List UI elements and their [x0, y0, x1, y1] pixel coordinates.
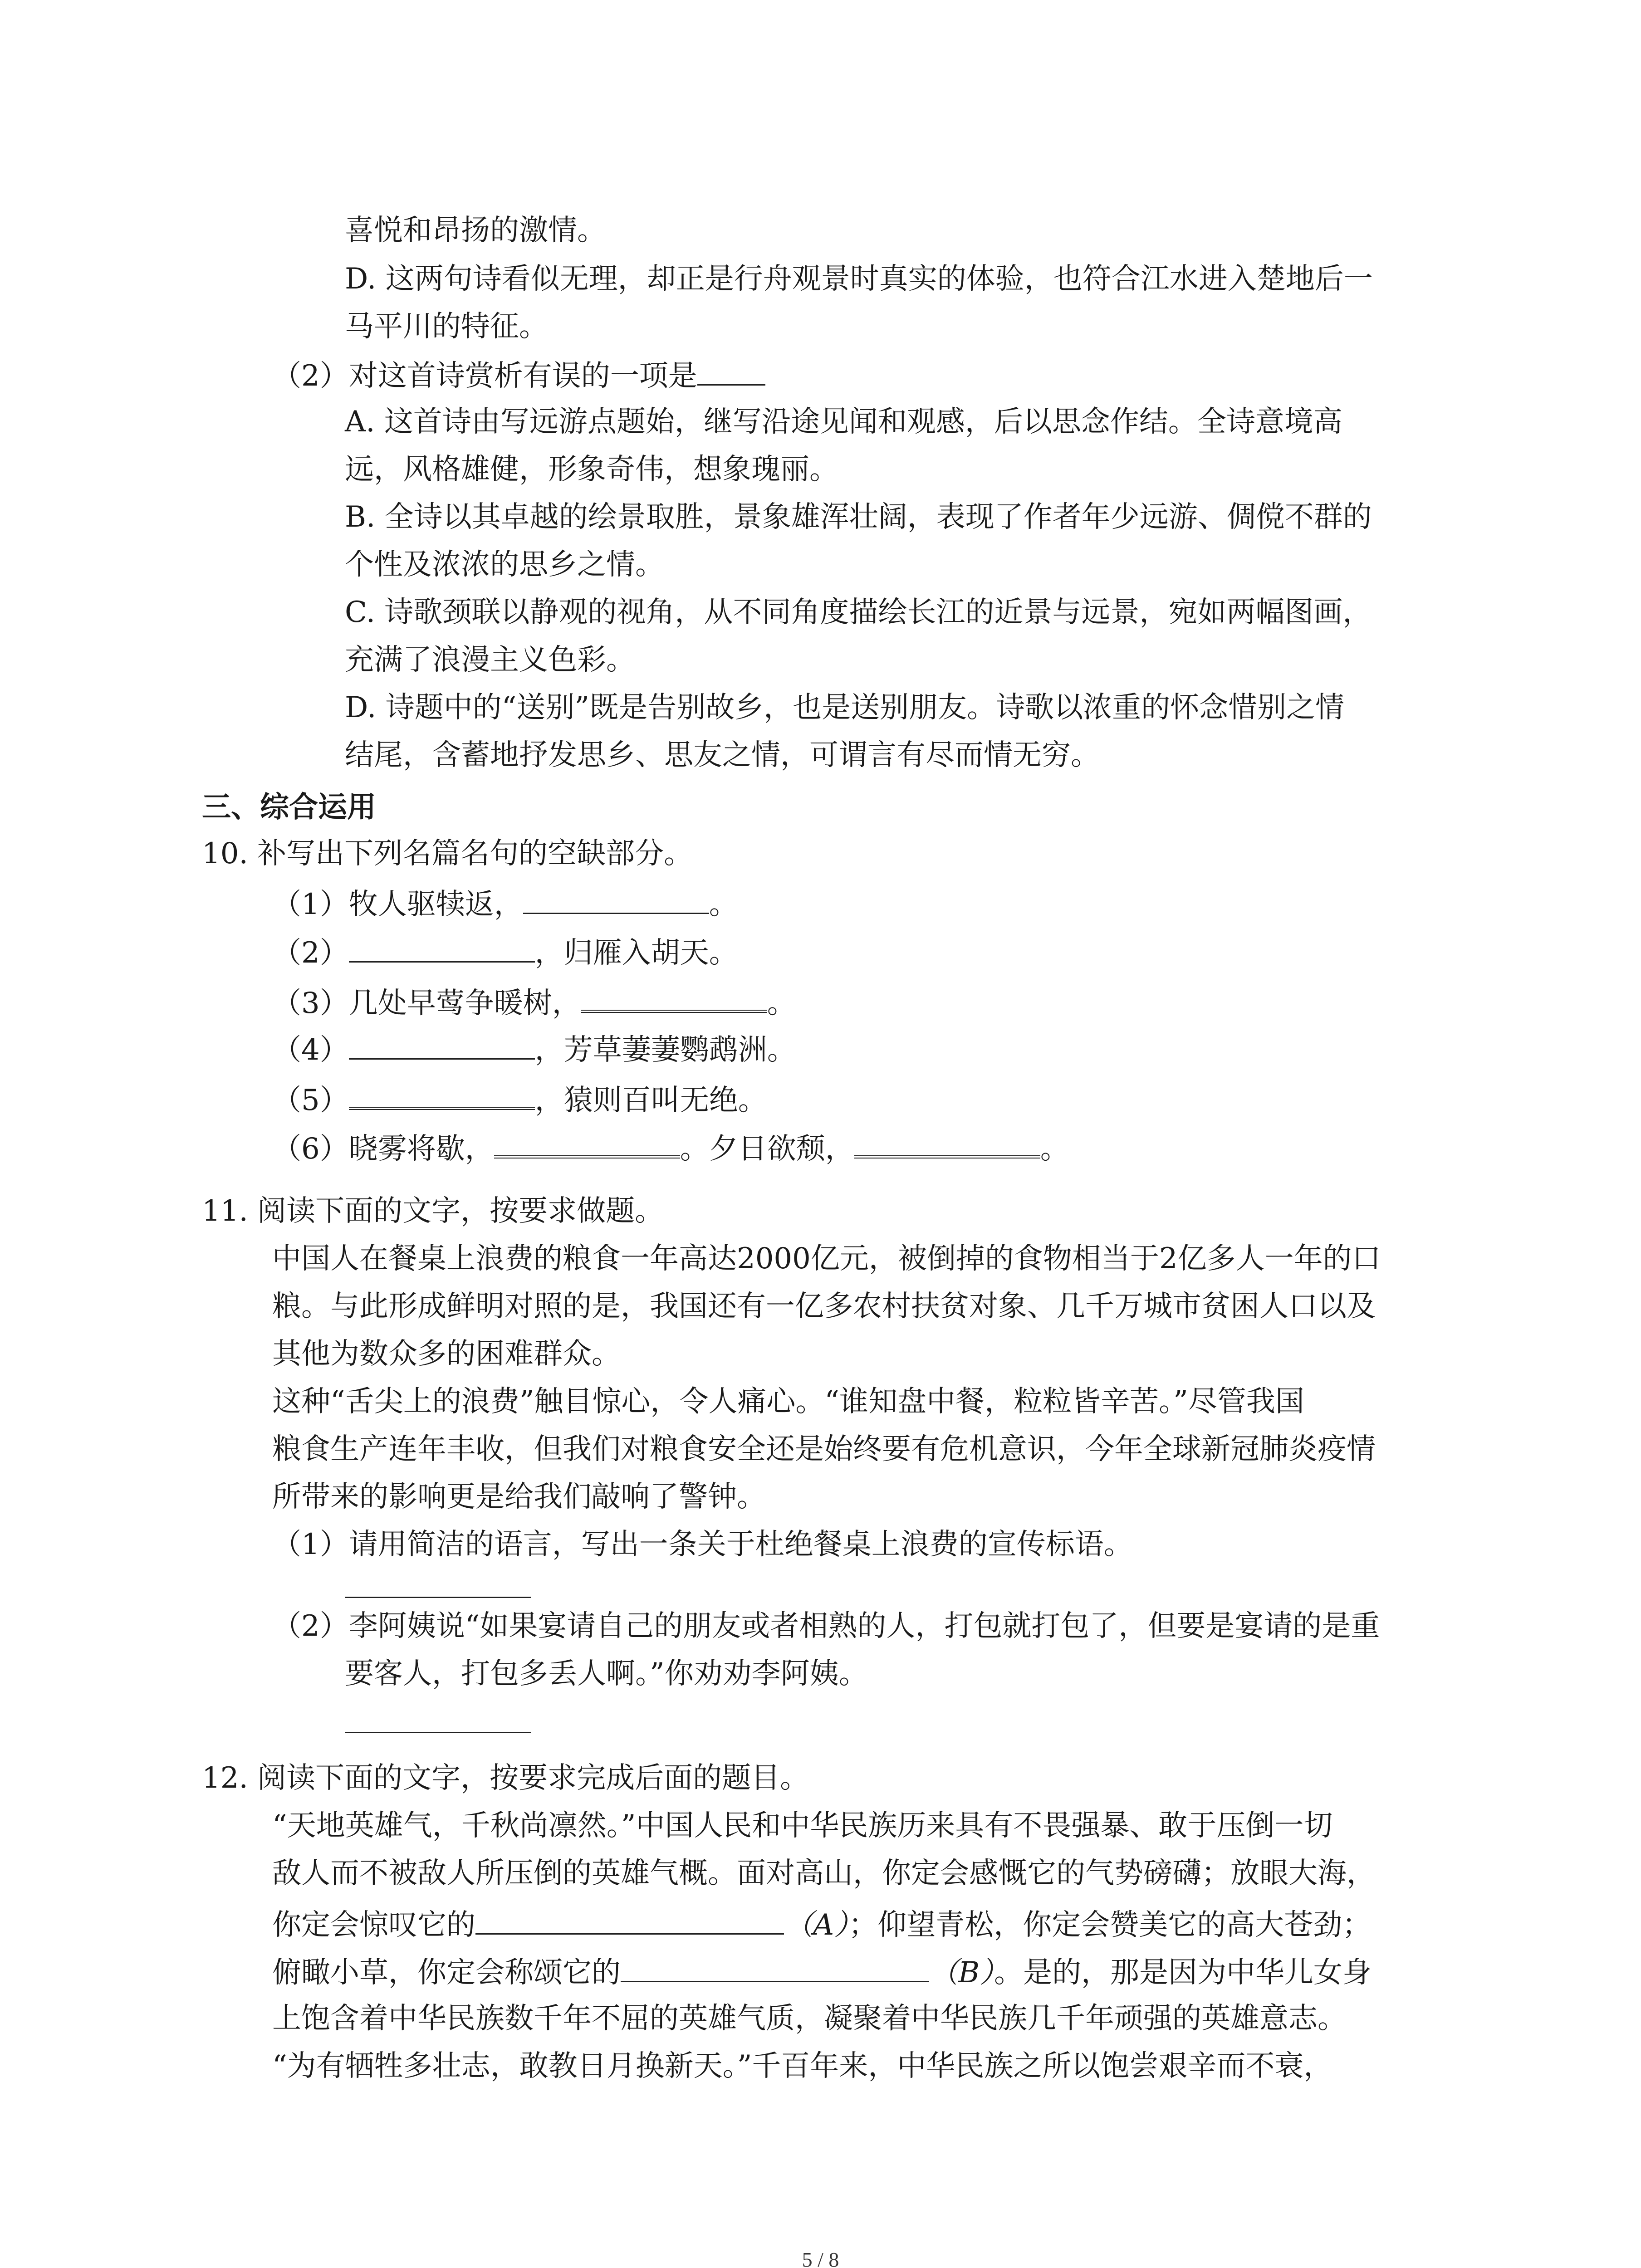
q12-line-blank-b: 俯瞰小草，你定会称颂它的 （B）。是的，那是因为中华儿女身 — [272, 1953, 1372, 1991]
answer-blank-a[interactable] — [475, 1905, 784, 1935]
q9-part2-option-a-line1: A. 这首诗由写远游点题始，继写沿途见闻和观感，后以思念作结。全诗意境高 — [345, 405, 1342, 439]
answer-blank[interactable] — [523, 885, 709, 914]
q10-item-5: （5） ，猿则百叫无绝。 — [272, 1079, 767, 1119]
answer-blank[interactable] — [345, 1732, 531, 1733]
q9-part2-option-b-line1: B. 全诗以其卓越的绘景取胜，景象雄浑壮阔，表现了作者年少远游、倜傥不群的 — [345, 500, 1372, 534]
q12-line: 敌人而不被敌人所压倒的英雄气概。面对高山，你定会感慨它的气势磅礴；放眼大海， — [272, 1857, 1376, 1890]
q9-part2-stem: （2）对这首诗赏析有误的一项是 — [272, 356, 765, 394]
q10-item-6: （6）晓雾将歇， 。夕日欲颓， 。 — [272, 1127, 1069, 1167]
q12-line: “为有牺牲多壮志，敢教日月换新天。”千百年来，中华民族之所以饱尝艰辛而不衰， — [272, 2049, 1333, 2083]
section-title: 三、综合运用 — [202, 791, 376, 824]
q9-option-d-line1: D. 这两句诗看似无理，却正是行舟观景时真实的体验，也符合江水进入楚地后一 — [345, 262, 1373, 296]
q11-part2-line1: （2）李阿姨说“如果宴请自己的朋友或者相熟的人，打包就打包了，但要是宴请的是重 — [272, 1609, 1380, 1643]
q11-stem: 11. 阅读下面的文字，按要求做题。 — [202, 1194, 664, 1228]
page-number: 5 / 8 — [802, 2248, 839, 2268]
q10-item-2: （2） ，归雁入胡天。 — [272, 933, 738, 971]
answer-blank[interactable] — [349, 1030, 535, 1060]
q11-passage-line: 其他为数众多的困难群众。 — [272, 1337, 621, 1371]
q9-option-d-line2: 马平川的特征。 — [345, 310, 548, 343]
answer-blank[interactable] — [349, 933, 535, 963]
q11-passage-line: 所带来的影响更是给我们敲响了警钟。 — [272, 1480, 766, 1514]
q9-part2-option-d-line1: D. 诗题中的“送别”既是告别故乡，也是送别朋友。诗歌以浓重的怀念惜别之情 — [345, 691, 1345, 724]
q9-part2-option-c-line1: C. 诗歌颈联以静观的视角，从不同角度描绘长江的近景与远景，宛如两幅图画， — [345, 596, 1372, 629]
q12-line-blank-a: 你定会惊叹它的 （A）；仰望青松，你定会赞美它的高大苍劲； — [272, 1905, 1371, 1943]
q12-line: “天地英雄气，千秋尚凛然。”中国人民和中华民族历来具有不畏强暴、敢于压倒一切 — [272, 1809, 1333, 1843]
answer-blank[interactable] — [581, 982, 767, 1013]
q11-passage-line: 这种“舌尖上的浪费”触目惊心，令人痛心。“谁知盘中餐，粒粒皆辛苦。”尽管我国 — [272, 1385, 1304, 1418]
answer-blank[interactable] — [349, 1079, 535, 1110]
q9-part2-option-b-line2: 个性及浓浓的思乡之情。 — [345, 548, 664, 582]
answer-blank-b[interactable] — [621, 1953, 929, 1982]
q9-part2-option-a-line2: 远，风格雄健，形象奇伟，想象瑰丽。 — [345, 453, 838, 486]
answer-blank[interactable] — [494, 1127, 680, 1158]
q10-item-1: （1）牧人驱犊返， 。 — [272, 885, 738, 923]
q12-line: 上饱含着中华民族数千年不屈的英雄气质，凝聚着中华民族几千年顽强的英雄意志。 — [272, 2002, 1347, 2035]
answer-blank[interactable] — [345, 1597, 531, 1598]
q9-part2-option-d-line2: 结尾，含蓄地抒发思乡、思友之情，可谓言有尽而情无穷。 — [345, 738, 1100, 772]
q9-option-c-tail: 喜悦和昂扬的激情。 — [345, 214, 606, 247]
q11-part2-line2: 要客人，打包多丢人啊。”你劝劝李阿姨。 — [345, 1657, 868, 1691]
q11-part1: （1）请用简洁的语言，写出一条关于杜绝餐桌上浪费的宣传标语。 — [272, 1528, 1133, 1561]
q10-item-4: （4） ，芳草萋萋鹦鹉洲。 — [272, 1030, 796, 1068]
answer-blank[interactable] — [854, 1127, 1040, 1158]
q9-part2-option-c-line2: 充满了浪漫主义色彩。 — [345, 643, 635, 677]
q11-passage-line: 粮食生产连年丰收，但我们对粮食安全还是始终要有危机意识，今年全球新冠肺炎疫情 — [272, 1432, 1376, 1466]
q11-passage-line: 粮。与此形成鲜明对照的是，我国还有一亿多农村扶贫对象、几千万城市贫困人口以及 — [272, 1290, 1376, 1323]
q10-stem: 10. 补写出下列名篇名句的空缺部分。 — [202, 837, 693, 870]
q12-stem: 12. 阅读下面的文字，按要求完成后面的题目。 — [202, 1761, 809, 1795]
answer-blank[interactable] — [697, 356, 765, 386]
q10-item-3: （3）几处早莺争暖树， 。 — [272, 982, 796, 1022]
q11-passage-line: 中国人在餐桌上浪费的粮食一年高达2000亿元，被倒掉的食物相当于2亿多人一年的口 — [272, 1242, 1381, 1276]
